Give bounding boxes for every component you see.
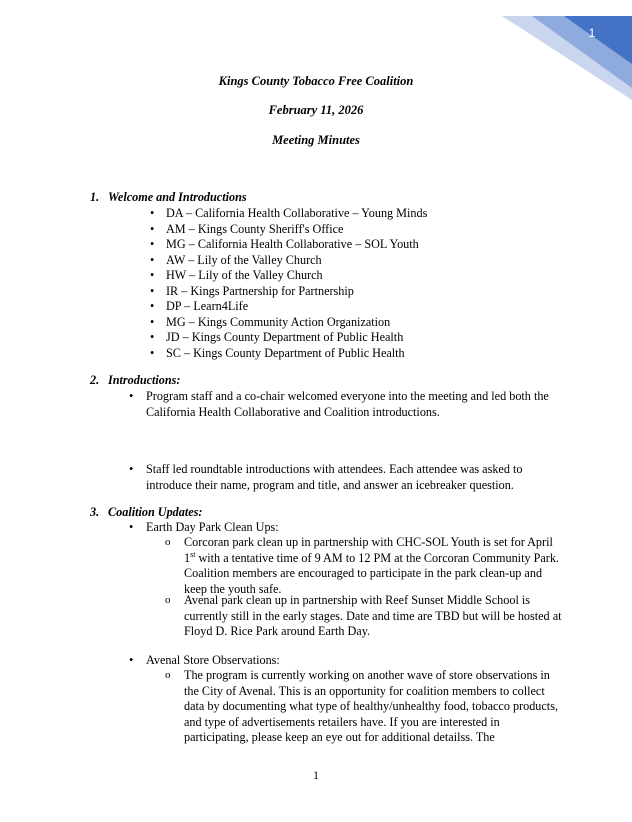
footer-page-number: 1 [313,768,319,782]
hollow-circle-icon: o [165,594,171,606]
topic-label: Earth Day Park Clean Ups: [146,520,279,534]
list-item: • MG – Kings Community Action Organization [150,315,427,331]
bullet-dot-icon: • [129,520,134,534]
section-title: Coalition Updates: [108,505,203,519]
section-heading [90,373,180,389]
topic-label: Avenal Store Observations: [146,653,280,667]
bullet-dot-icon: • [129,653,134,667]
meeting-date: February 11, 2026 [268,103,364,117]
header-page-number: 1 [588,26,596,40]
list-item: • MG – California Health Collaborative – SOL Youth [150,237,427,253]
section-number: 2. [90,373,100,387]
section-number: 3. [90,505,100,519]
list-item: • DA – California Health Collaborative – Young Minds [150,206,427,222]
section-heading [90,505,202,521]
list-item: • JD – Kings County Department of Public Health [150,330,427,346]
list-item: • DP – Learn4Life [150,299,427,315]
document-subtitle: Meeting Minutes [272,133,360,147]
hollow-circle-icon: o [165,669,171,681]
bullet-text: Staff led roundtable introductions with attendees. Each attendee was asked to introduce their name, program and title, and answer an icebreaker question. [146,462,523,492]
section-heading [90,190,247,206]
list-item: • AM – Kings County Sheriff's Office [150,222,427,238]
document-title: Kings County Tobacco Free Coalition [218,74,414,88]
bullet-text: Program staff and a co-chair welcomed everyone into the meeting and led both the California Health Collaborative and Coalition introductions. [146,389,549,419]
hollow-circle-icon: o [165,536,171,548]
list-item: • HW – Lily of the Valley Church [150,268,427,284]
bullet-dot-icon: • [129,389,134,403]
section-number: 1. [90,190,100,204]
attendee-list [150,206,427,361]
list-item: • IR – Kings Partnership for Partnership [150,284,427,300]
list-item: • SC – Kings County Department of Public Health [150,346,427,362]
section-title: Introductions: [108,373,181,387]
list-item: • AW – Lily of the Valley Church [150,253,427,269]
sub-bullet-text: Corcoran park clean up in partnership with CHC-SOL Youth is set for April 1st with a tentative time of 9 AM to 12 PM at the Corcoran Community Park. Coalition members are encouraged to participate in the park clean-up and keep the youth safe. [184,535,559,596]
section-title: Welcome and Introductions [108,190,247,204]
sub-bullet-text: The program is currently working on another wave of store observations in the City of Avenal. This is an opportunity for coalition members to collect data by documenting what type of healthy/unhealthy food, tobacco products, and type of advertisements retailers have. If you are interested in participating, please keep an eye out for additional detailss. The [184,668,558,744]
bullet-dot-icon: • [129,462,134,476]
sub-bullet-text: Avenal park clean up in partnership with Reef Sunset Middle School is currently still in the early stages. Date and time are TBD but will be hosted at Floyd D. Rice Park around Earth Day. [184,593,562,638]
